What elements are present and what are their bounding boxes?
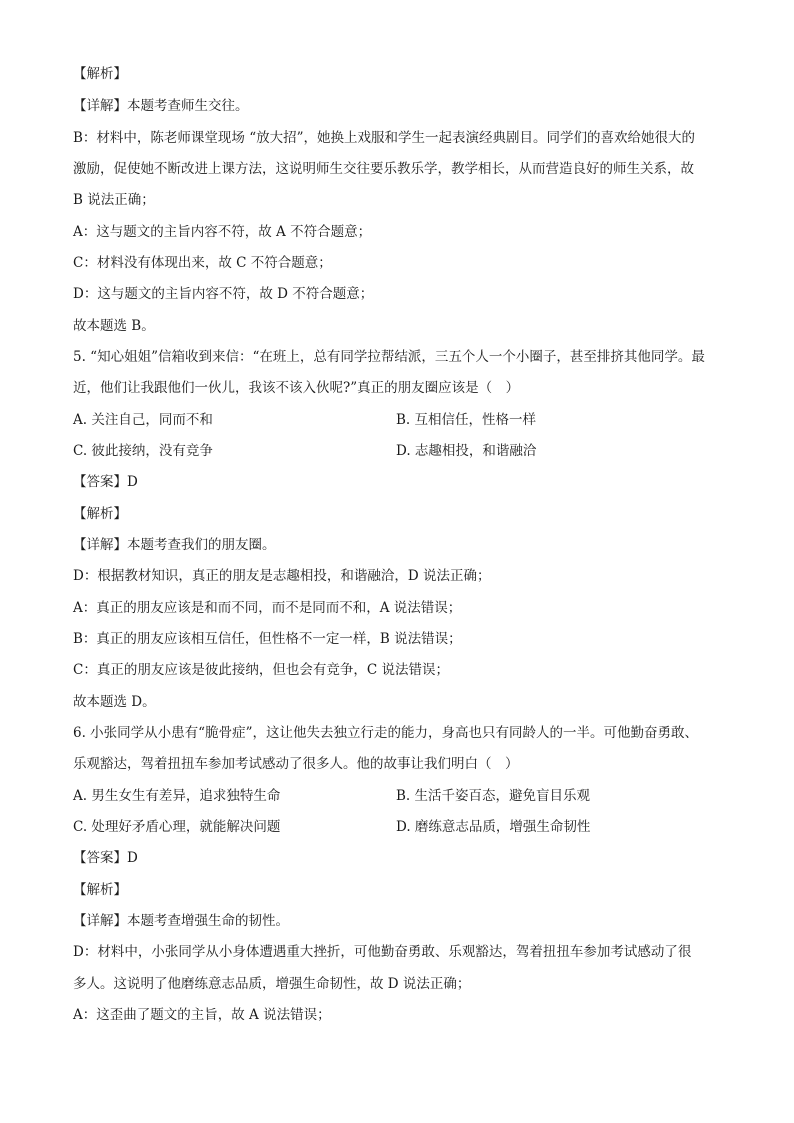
q5-option-c: C. 彼此接纳，没有竞争 [73,443,213,459]
text-line: A：这歪曲了题文的主旨，故 A 说法错误； [73,1007,331,1023]
question-5-stem: 5. “知心姐姐”信箱收到来信：“在班上，总有同学拉帮结派，三五个人一个小圈子，甚至排挤其他同学。最 [73,349,705,365]
detail-heading: 【详解】本题考查增强生命的韧性。 [73,913,289,929]
text-line: 激励，促使她不断改进上课方法，这说明师生交往要乐教乐学，教学相长，从而营造良好的师生关系，故 [73,161,694,177]
text-line: B 说法正确； [73,192,155,208]
conclusion-line: 故本题选 D。 [73,694,156,710]
section-heading-analysis: 【解析】 [73,66,127,82]
q5-option-d: D. 志趣相投，和谐融洽 [396,443,537,459]
text-line: D：这与题文的主旨内容不符，故 D 不符合题意； [73,286,374,302]
text-line: C：材料没有体现出来，故 C 不符合题意； [73,255,332,271]
q5-option-b: B. 互相信任，性格一样 [396,412,537,428]
q6-option-c: C. 处理好矛盾心理，就能解决问题 [73,819,281,835]
text-line: B：真正的朋友应该相互信任，但性格不一定一样，B 说法错误； [73,631,462,647]
question-6-stem: 乐观豁达，驾着扭扭车参加考试感动了很多人。他的故事让我们明白（ ） [73,756,519,772]
text-line: A：真正的朋友应该是和而不同，而不是同而不和，A 说法错误； [73,600,462,616]
text-line: 多人。这说明了他磨练意志品质，增强生命韧性，故 D 说法正确； [73,976,471,992]
q6-option-a: A. 男生女生有差异，追求独特生命 [73,788,281,804]
text-line: A：这与题文的主旨内容不符，故 A 不符合题意； [73,224,372,240]
detail-heading: 【详解】本题考查师生交往。 [73,98,249,114]
conclusion-line: 故本题选 B。 [73,318,155,334]
text-line: C：真正的朋友应该是彼此接纳，但也会有竞争，C 说法错误； [73,662,449,678]
question-6-stem: 6. 小张同学从小患有“脆骨症”，这让他失去独立行走的能力，身高也只有同龄人的一半。可他勤奋勇敢、 [73,725,698,741]
q6-option-b: B. 生活千姿百态，避免盲目乐观 [396,788,591,804]
section-heading-analysis: 【解析】 [73,506,127,522]
q5-option-a: A. 关注自己，同而不和 [73,412,213,428]
q6-option-d: D. 磨练意志品质，增强生命韧性 [396,819,591,835]
text-line: D：材料中，小张同学从小身体遭遇重大挫折，可他勤奋勇敢、乐观豁达，驾着扭扭车参加考试感动了很 [73,944,692,960]
section-heading-analysis: 【解析】 [73,882,127,898]
detail-heading: 【详解】本题考查我们的朋友圈。 [73,537,276,553]
answer-line: 【答案】D [73,850,138,866]
answer-line: 【答案】D [73,474,138,490]
question-5-stem: 近，他们让我跟他们一伙儿，我该不该入伙呢?”真正的朋友圈应该是（ ） [73,380,520,396]
text-line: D：根据教材知识，真正的朋友是志趣相投，和谐融洽，D 说法正确； [73,568,491,584]
text-line: B：材料中，陈老师课堂现场 “放大招”，她换上戏服和学生一起表演经典剧目。同学们的喜欢给她很大的 [73,130,696,146]
